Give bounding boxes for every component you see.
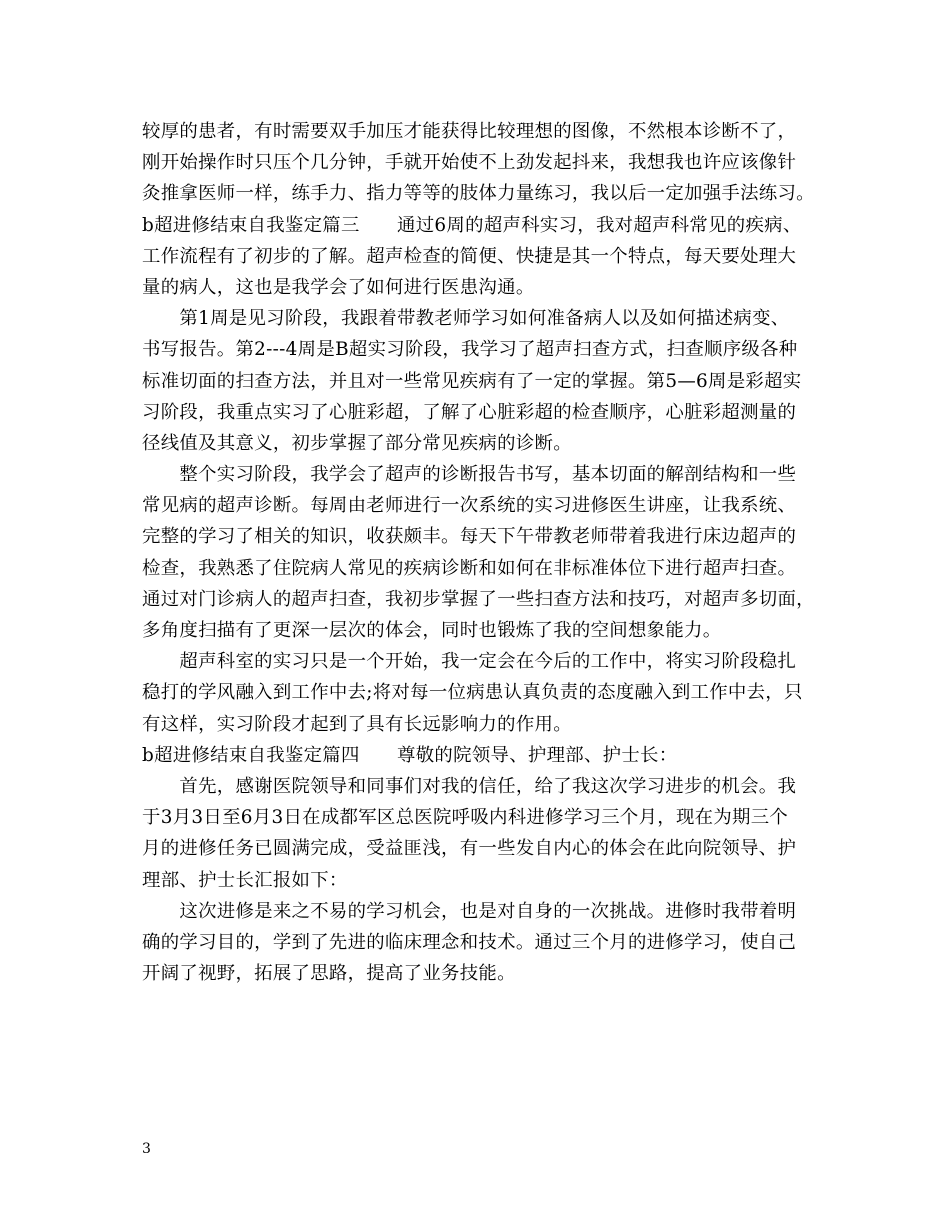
text-line: 径线值及其意义，初步掌握了部分常见疾病的诊断。 bbox=[142, 432, 572, 454]
text-line: 整个实习阶段，我学会了超声的诊断报告书写，基本切面的解剖结构和一些 bbox=[142, 464, 797, 486]
text-line: 多角度扫描有了更深一层次的体会，同时也锻炼了我的空间想象能力。 bbox=[142, 620, 722, 641]
text-line: 常见病的超声诊断。每周由老师进行一次系统的实习进修医生讲座，让我系统、 bbox=[142, 495, 797, 517]
text-line: 有这样，实习阶段才起到了具有长远影响力的作用。 bbox=[142, 713, 572, 735]
section-heading-line: b超进修结束自我鉴定篇四 尊敬的院领导、护理部、护士长： bbox=[142, 744, 678, 766]
text-line: 月的进修任务已圆满完成，受益匪浅，有一些发自内心的体会在此向院领导、护 bbox=[142, 838, 797, 860]
text-line: 较厚的患者，有时需要双手加压才能获得比较理想的图像，不然根本诊断不了， bbox=[142, 121, 797, 142]
section-heading-line: b超进修结束自我鉴定篇三 通过6周的超声科实习，我对超声科常见的疾病、 bbox=[142, 214, 802, 236]
text-line: 这次进修是来之不易的学习机会，也是对自身的一次挑战。进修时我带着明 bbox=[142, 900, 797, 922]
text-line: 首先，感谢医院领导和同事们对我的信任，给了我这次学习进步的机会。我 bbox=[142, 775, 797, 797]
text-line: 稳打的学风融入到工作中去;将对每一位病患认真负责的态度融入到工作中去，只 bbox=[142, 682, 803, 704]
text-line: 超声科室的实习只是一个开始，我一定会在今后的工作中，将实习阶段稳扎 bbox=[142, 651, 797, 673]
text-line: 刚开始操作时只压个几分钟，手就开始使不上劲发起抖来，我想我也许应该像针 bbox=[142, 152, 797, 174]
text-line: 通过对门诊病人的超声扫查，我初步掌握了一些扫查方法和技巧，对超声多切面， bbox=[142, 588, 815, 610]
text-line: 检查，我熟悉了住院病人常见的疾病诊断和如何在非标准体位下进行超声扫查。 bbox=[142, 557, 797, 579]
text-line: 于3月3日至6月3日在成都军区总医院呼吸内科进修学习三个月，现在为期三个 bbox=[142, 807, 789, 829]
text-line: 理部、护士长汇报如下： bbox=[142, 869, 348, 891]
text-line: 习阶段，我重点实习了心脏彩超，了解了心脏彩超的检查顺序，心脏彩超测量的 bbox=[142, 401, 797, 423]
text-line: 书写报告。第2---4周是B超实习阶段，我学习了超声扫查方式，扫查顺序级各种 bbox=[142, 339, 798, 361]
text-line: 灸推拿医师一样，练手力、指力等等的肢体力量练习，我以后一定加强手法练习。 bbox=[142, 183, 815, 205]
text-line: 开阔了视野，拓展了思路，提高了业务技能。 bbox=[142, 963, 516, 985]
text-line: 第1周是见习阶段，我跟着带教老师学习如何准备病人以及如何描述病变、 bbox=[142, 308, 790, 330]
text-line: 确的学习目的，学到了先进的临床理念和技术。通过三个月的进修学习，使自己 bbox=[142, 931, 797, 953]
text-line: 量的病人，这也是我学会了如何进行医患沟通。 bbox=[142, 276, 535, 298]
page-number: 3 bbox=[142, 1141, 151, 1157]
text-line: 工作流程有了初步的了解。超声检查的简便、快捷是其一个特点，每天要处理大 bbox=[142, 245, 797, 267]
text-line: 标准切面的扫查方法，并且对一些常见疾病有了一定的掌握。第5—6周是彩超实 bbox=[142, 370, 802, 392]
body-text bbox=[142, 116, 815, 989]
text-line: 完整的学习了相关的知识，收获颇丰。每天下午带教老师带着我进行床边超声的 bbox=[142, 526, 797, 548]
